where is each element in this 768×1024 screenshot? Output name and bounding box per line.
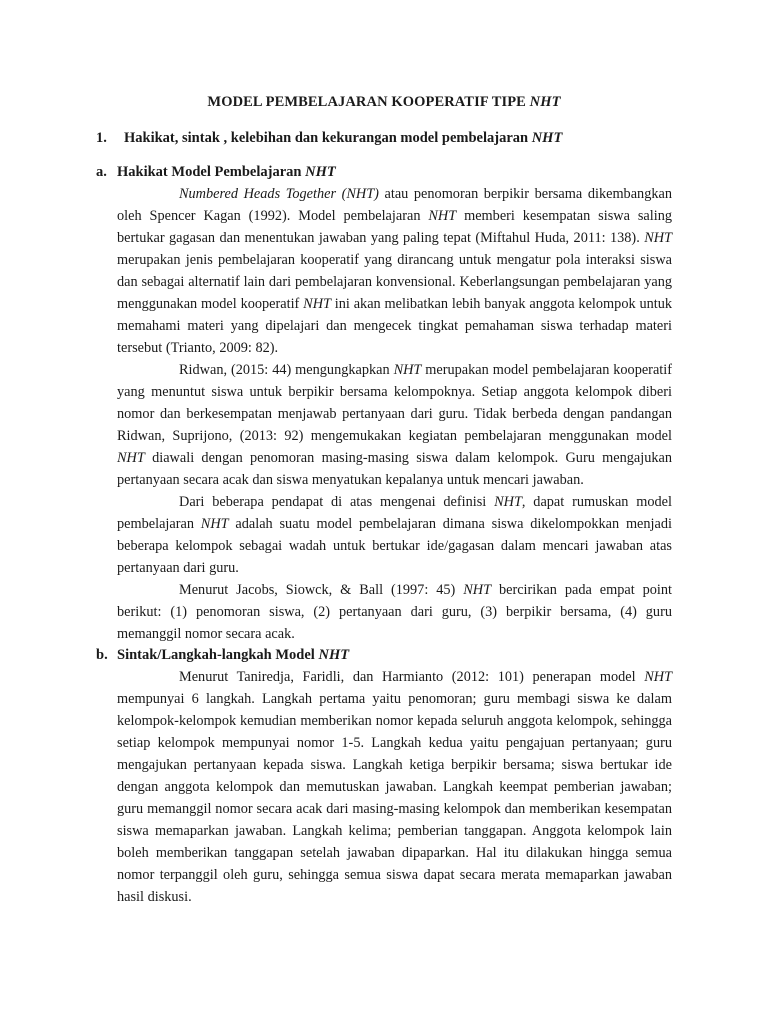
text-run: , dapat rumuskan model pembelajaran xyxy=(117,494,672,532)
subsection-heading-text xyxy=(117,164,336,181)
text-run: Sintak/Langkah-langkah Model xyxy=(117,647,319,663)
document-title xyxy=(96,94,672,111)
italic-term: NHT xyxy=(428,208,457,224)
italic-term: NHT xyxy=(318,647,350,663)
section-heading-text xyxy=(124,130,562,147)
text-run: atau penomoran berpikir bersama dikembangkan oleh Spencer Kagan (1992). Model pembelajaran xyxy=(117,186,672,224)
italic-term: NHT xyxy=(494,494,522,510)
paragraph xyxy=(117,359,672,491)
text-run: Menurut Taniredja, Faridli, dan Harmianto (2012: 101) penerapan model xyxy=(179,669,645,685)
subsection-heading-b xyxy=(96,647,672,664)
italic-term: NHT xyxy=(463,582,492,598)
text-run: Ridwan, (2015: 44) mengungkapkan xyxy=(179,362,394,378)
section-number: 1. xyxy=(96,130,107,146)
subsection-body-a xyxy=(96,183,672,645)
subsection-heading-a xyxy=(96,164,672,181)
italic-term: NHT xyxy=(529,94,561,110)
italic-term: NHT xyxy=(644,230,672,246)
italic-term: NHT xyxy=(117,450,145,466)
italic-term: NHT xyxy=(200,516,229,532)
text-run: merupakan jenis pembelajaran kooperatif yang dirancang untuk mengatur pola interaksi siswa dan sebagai alternatif lain dari pembelajaran konvensional. Keberlangsungan pembelajaran yang menggunakan model kooperatif xyxy=(117,252,672,312)
text-run: diawali dengan penomoran masing-masing siswa dalam kelompok. Guru mengajukan pertanyaan secara acak dan siswa menyatukan kepalanya untuk mencari jawaban. xyxy=(117,450,672,488)
text-run: memberi kesempatan siswa saling bertukar gagasan dan menentukan jawaban yang paling tepat (Miftahul Huda, 2011: 138). xyxy=(117,208,672,246)
text-run: Menurut Jacobs, Siowck, & Ball (1997: 45) xyxy=(179,582,464,598)
text-run: merupakan model pembelajaran kooperatif yang menuntut siswa untuk berpikir bersama kelompoknya. Setiap anggota kelompok diberi nomor dan berkesempatan menjawab pertanyaan dari guru. Tidak berbeda dengan pandangan Ridwan, Suprijono, (2013: 92) mengemukakan kegiatan pembelajaran menggunakan model xyxy=(117,362,672,444)
subsection-body-b xyxy=(96,666,672,908)
text-run: Hakikat Model Pembelajaran xyxy=(117,164,306,180)
paragraph xyxy=(117,579,672,645)
text-run: Dari beberapa pendapat di atas mengenai definisi xyxy=(179,494,495,510)
paragraph xyxy=(117,491,672,579)
text-run: bercirikan pada empat point berikut: (1) penomoran siswa, (2) pertanyaan dari guru, (3) berpikir bersama, (4) guru memanggil nomor secara acak. xyxy=(117,582,672,642)
text-run: ini akan melibatkan lebih banyak anggota kelompok untuk memahami materi yang dipelajari dan mengecek tingkat pemahaman siswa terhadap materi tersebut (Trianto, 2009: 82). xyxy=(117,296,673,356)
subsection-heading-text xyxy=(117,647,349,664)
text-run: Hakikat, sintak , kelebihan dan kekurangan model pembelajaran xyxy=(124,130,532,146)
italic-term: NHT xyxy=(644,669,672,685)
italic-term: NHT xyxy=(303,296,331,312)
italic-term: NHT xyxy=(305,164,336,180)
section-heading-1 xyxy=(96,130,672,147)
italic-term: Numbered Heads Together (NHT) xyxy=(179,186,379,202)
italic-term: NHT xyxy=(531,130,563,146)
text-run: mempunyai 6 langkah. Langkah pertama yaitu penomoran; guru membagi siswa ke dalam kelompok-kelompok kemudian memberikan nomor kepada seluruh anggota kelompok, sehingga setiap kelompok mempunyai nomor 1-5. Langkah kedua yaitu pengajuan pertanyaan; guru mengajukan pertanyaan kepada siswa. Langkah ketiga berpikir bersama; siswa bertukar ide dengan anggota kelompok dan memutuskan jawaban. Langkah keempat pemberian jawaban; guru memanggil nomor secara acak dari masing-masing kelompok dan memberikan kesempatan siswa memaparkan jawaban. Langkah kelima; pemberian tanggapan. Anggota kelompok lain boleh memberikan tanggapan setelah jawaban dipaparkan. Hal itu dilakukan hingga semua nomor terpanggil oleh guru, sehingga semua siswa dapat secara merata memaparkan jawaban hasil diskusi. xyxy=(117,691,672,905)
subsection-letter: b. xyxy=(96,647,108,663)
italic-term: NHT xyxy=(393,362,422,378)
paragraph xyxy=(117,183,672,359)
paragraph xyxy=(117,666,672,908)
subsection-letter: a. xyxy=(96,164,107,180)
text-run: adalah suatu model pembelajaran dimana siswa dikelompokkan menjadi beberapa kelompok sebagai wadah untuk bertukar ide/gagasan dalam mencari jawaban atas pertanyaan dari guru. xyxy=(117,516,672,576)
text-run: MODEL PEMBELAJARAN KOOPERATIF TIPE xyxy=(207,94,530,110)
